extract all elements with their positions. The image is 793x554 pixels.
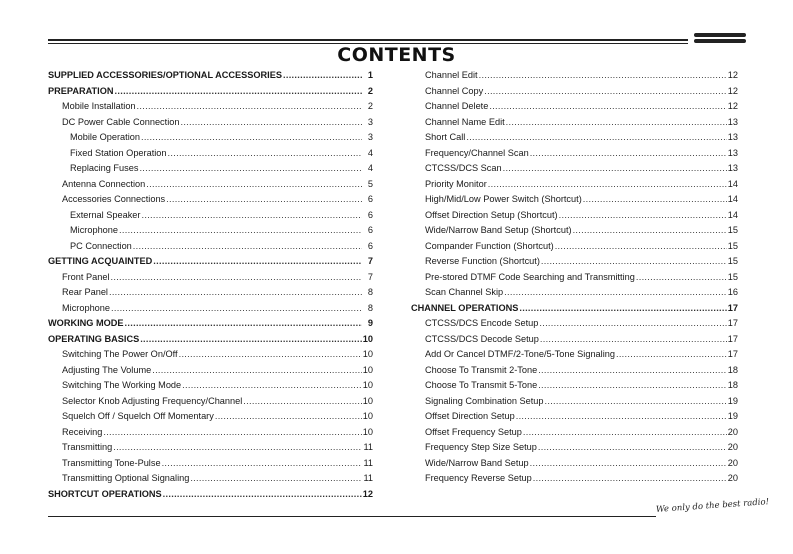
toc-entry[interactable] bbox=[48, 394, 373, 410]
toc-entry-label: Adjusting The Volume bbox=[62, 364, 152, 375]
toc-entry-page: 12 bbox=[362, 488, 373, 499]
toc-entry[interactable] bbox=[411, 177, 738, 193]
toc-entry[interactable] bbox=[411, 84, 738, 100]
toc-entry-page: 11 bbox=[363, 457, 373, 468]
toc-entry[interactable] bbox=[48, 254, 373, 270]
toc-leader-dots bbox=[166, 192, 362, 208]
toc-leader-dots bbox=[488, 177, 727, 193]
toc-entry[interactable] bbox=[48, 332, 373, 348]
toc-leader-dots bbox=[283, 68, 362, 84]
toc-leader-dots bbox=[243, 394, 361, 410]
toc-entry-label: Frequency Reverse Setup bbox=[425, 473, 532, 483]
toc-entry-label: Choose To Transmit 2-Tone bbox=[425, 364, 538, 375]
toc-leader-dots bbox=[162, 456, 362, 472]
toc-entry-page: 6 bbox=[367, 194, 373, 204]
toc-entry-label: CTCSS/DCS Scan bbox=[425, 163, 502, 173]
toc-entry-page: 13 bbox=[727, 116, 738, 127]
toc-entry[interactable] bbox=[48, 177, 373, 193]
toc-entry-label: Transmitting bbox=[62, 442, 113, 452]
bottom-rule bbox=[48, 516, 656, 517]
toc-entry-page: 10 bbox=[362, 333, 373, 344]
toc-leader-dots bbox=[179, 347, 362, 363]
toc-leader-dots bbox=[545, 394, 727, 410]
toc-entry-label: Microphone bbox=[70, 225, 119, 235]
toc-leader-dots bbox=[506, 115, 727, 131]
toc-entry[interactable] bbox=[411, 363, 738, 379]
toc-entry-label: CTCSS/DCS Decode Setup bbox=[425, 333, 539, 344]
toc-leader-dots bbox=[538, 440, 727, 456]
toc-leader-dots bbox=[573, 223, 727, 239]
toc-entry[interactable] bbox=[411, 208, 738, 224]
toc-entry-label: Channel Copy bbox=[425, 85, 484, 96]
toc-leader-dots bbox=[190, 471, 362, 487]
toc-entry-page: 10 bbox=[362, 349, 373, 359]
toc-entry-label: Transmitting Tone-Pulse bbox=[62, 457, 161, 468]
toc-leader-dots bbox=[636, 270, 727, 286]
toc-entry-label: Switching The Working Mode bbox=[62, 380, 182, 390]
toc-entry-page: 11 bbox=[363, 473, 373, 483]
toc-entry-page: 20 bbox=[727, 473, 738, 483]
toc-entry[interactable] bbox=[411, 99, 738, 115]
toc-entry[interactable] bbox=[48, 347, 373, 363]
toc-entry[interactable] bbox=[411, 130, 738, 146]
toc-entry-page: 12 bbox=[727, 85, 738, 96]
toc-leader-dots bbox=[111, 301, 362, 317]
toc-entry-label: Fixed Station Operation bbox=[70, 147, 167, 158]
toc-entry[interactable] bbox=[48, 440, 373, 456]
toc-entry-label: Squelch Off / Squelch Off Momentary bbox=[62, 411, 214, 421]
toc-entry-label: CHANNEL OPERATIONS bbox=[411, 302, 519, 313]
toc-entry[interactable] bbox=[48, 223, 373, 239]
toc-entry-page: 13 bbox=[727, 163, 738, 173]
toc-entry[interactable] bbox=[411, 192, 738, 208]
toc-entry-label: Signaling Combination Setup bbox=[425, 395, 544, 406]
toc-entry-page: 10 bbox=[362, 411, 373, 421]
toc-leader-dots bbox=[146, 177, 362, 193]
toc-entry-page: 6 bbox=[367, 225, 373, 235]
toc-right-column bbox=[411, 68, 738, 487]
toc-entry[interactable] bbox=[48, 239, 373, 255]
toc-entry[interactable] bbox=[411, 394, 738, 410]
toc-entry-page: 10 bbox=[362, 364, 373, 375]
toc-entry-label: Reverse Function (Shortcut) bbox=[425, 256, 540, 266]
toc-leader-dots bbox=[168, 146, 362, 162]
toc-entry[interactable] bbox=[48, 130, 373, 146]
toc-entry[interactable] bbox=[411, 440, 738, 456]
toc-leader-dots bbox=[182, 378, 362, 394]
toc-entry[interactable] bbox=[411, 239, 738, 255]
toc-entry-page: 17 bbox=[727, 318, 738, 328]
toc-entry-page: 18 bbox=[727, 364, 738, 375]
toc-entry-page: 4 bbox=[367, 147, 373, 158]
toc-leader-dots bbox=[523, 425, 727, 441]
toc-entry-label: OPERATING BASICS bbox=[48, 333, 140, 344]
toc-leader-dots bbox=[141, 130, 362, 146]
toc-entry-label: Channel Edit bbox=[425, 70, 478, 80]
toc-entry-page: 6 bbox=[367, 209, 373, 220]
toc-entry-label: Priority Monitor bbox=[425, 178, 487, 189]
toc-leader-dots bbox=[125, 316, 362, 332]
toc-entry-page: 14 bbox=[727, 209, 738, 220]
toc-leader-dots bbox=[111, 270, 363, 286]
toc-entry-label: Add Or Cancel DTMF/2-Tone/5-Tone Signaling bbox=[425, 349, 615, 359]
toc-entry-label: Compander Function (Shortcut) bbox=[425, 240, 554, 251]
toc-entry[interactable] bbox=[411, 146, 738, 162]
toc-entry-label: DC Power Cable Connection bbox=[62, 116, 180, 127]
toc-entry[interactable] bbox=[48, 316, 373, 332]
toc-leader-dots bbox=[530, 456, 727, 472]
toc-entry[interactable] bbox=[411, 425, 738, 441]
toc-entry-label: PC Connection bbox=[70, 240, 132, 251]
toc-entry[interactable] bbox=[411, 409, 738, 425]
toc-entry-page: 7 bbox=[367, 256, 373, 266]
toc-entry[interactable] bbox=[48, 68, 373, 84]
toc-entry-label: Switching The Power On/Off bbox=[62, 349, 178, 359]
toc-entry-page: 16 bbox=[727, 287, 738, 297]
toc-leader-dots bbox=[141, 208, 362, 224]
toc-entry-label: Selector Knob Adjusting Frequency/Channel bbox=[62, 395, 243, 406]
toc-entry[interactable] bbox=[48, 425, 373, 441]
toc-leader-dots bbox=[103, 425, 361, 441]
toc-entry-label: Frequency/Channel Scan bbox=[425, 147, 529, 158]
toc-entry[interactable] bbox=[411, 285, 738, 301]
toc-entry-page: 12 bbox=[727, 70, 738, 80]
toc-entry[interactable] bbox=[411, 378, 738, 394]
toc-entry-page: 18 bbox=[727, 380, 738, 390]
toc-entry-page: 15 bbox=[727, 256, 738, 266]
toc-entry[interactable] bbox=[48, 146, 373, 162]
toc-entry-page: 5 bbox=[367, 178, 373, 189]
toc-leader-dots bbox=[559, 208, 727, 224]
toc-leader-dots bbox=[137, 99, 362, 115]
toc-entry-label: High/Mid/Low Power Switch (Shortcut) bbox=[425, 194, 582, 204]
toc-leader-dots bbox=[484, 84, 727, 100]
toc-leader-dots bbox=[539, 316, 726, 332]
top-rule bbox=[48, 39, 688, 41]
toc-entry-label: Channel Name Edit bbox=[425, 116, 505, 127]
toc-leader-dots bbox=[109, 285, 362, 301]
toc-entry-page: 6 bbox=[367, 240, 373, 251]
toc-entry[interactable] bbox=[411, 316, 738, 332]
toc-entry[interactable] bbox=[48, 115, 373, 131]
toc-entry[interactable] bbox=[411, 115, 738, 131]
toc-entry-page: 8 bbox=[367, 302, 373, 313]
toc-entry-label: Front Panel bbox=[62, 271, 110, 282]
toc-entry-page: 20 bbox=[727, 457, 738, 468]
toc-entry-label: Offset Frequency Setup bbox=[425, 426, 522, 437]
toc-entry-page: 13 bbox=[727, 147, 738, 158]
toc-entry-page: 11 bbox=[363, 442, 373, 452]
toc-leader-dots bbox=[133, 239, 362, 255]
toc-entry-label: Rear Panel bbox=[62, 287, 108, 297]
toc-entry[interactable] bbox=[48, 99, 373, 115]
toc-leader-dots bbox=[540, 332, 727, 348]
toc-entry-label: Transmitting Optional Signaling bbox=[62, 473, 190, 483]
toc-leader-dots bbox=[140, 332, 362, 348]
toc-leader-dots bbox=[119, 223, 362, 239]
toc-entry[interactable] bbox=[48, 161, 373, 177]
toc-left-column bbox=[48, 68, 373, 502]
toc-entry-page: 15 bbox=[727, 225, 738, 235]
toc-entry[interactable] bbox=[48, 285, 373, 301]
toc-entry[interactable] bbox=[48, 487, 373, 503]
toc-leader-dots bbox=[466, 130, 726, 146]
toc-entry-page: 15 bbox=[727, 271, 738, 282]
toc-entry[interactable] bbox=[411, 270, 738, 286]
toc-entry-page: 10 bbox=[362, 380, 373, 390]
slogan: We only do the best radio! bbox=[655, 497, 770, 515]
toc-leader-dots bbox=[163, 487, 362, 503]
toc-entry-page: 10 bbox=[362, 395, 373, 406]
toc-leader-dots bbox=[115, 84, 362, 100]
toc-leader-dots bbox=[555, 239, 727, 255]
toc-entry[interactable] bbox=[48, 208, 373, 224]
toc-entry-page: 2 bbox=[367, 101, 373, 111]
toc-entry-label: Offset Direction Setup (Shortcut) bbox=[425, 209, 558, 220]
toc-entry[interactable] bbox=[48, 270, 373, 286]
toc-entry-page: 3 bbox=[367, 132, 373, 142]
toc-entry-label: WORKING MODE bbox=[48, 318, 124, 328]
toc-entry-page: 19 bbox=[727, 395, 738, 406]
toc-leader-dots bbox=[516, 409, 727, 425]
toc-entry-label: Antenna Connection bbox=[62, 178, 146, 189]
toc-entry-label: Accessories Connections bbox=[62, 194, 166, 204]
toc-entry-page: 14 bbox=[727, 178, 738, 189]
toc-entry[interactable] bbox=[48, 301, 373, 317]
toc-leader-dots bbox=[152, 363, 362, 379]
toc-entry-page: 15 bbox=[727, 240, 738, 251]
toc-entry[interactable] bbox=[411, 347, 738, 363]
toc-leader-dots bbox=[153, 254, 362, 270]
toc-leader-dots bbox=[519, 301, 726, 317]
toc-leader-dots bbox=[538, 378, 727, 394]
toc-entry-label: Replacing Fuses bbox=[70, 163, 139, 173]
toc-entry[interactable] bbox=[411, 456, 738, 472]
toc-entry-page: 4 bbox=[367, 163, 373, 173]
toc-entry-page: 14 bbox=[727, 194, 738, 204]
toc-entry-page: 19 bbox=[727, 411, 738, 421]
toc-entry-label: Pre-stored DTMF Code Searching and Transmitting bbox=[425, 271, 635, 282]
toc-entry-page: 8 bbox=[367, 287, 373, 297]
toc-leader-dots bbox=[583, 192, 727, 208]
toc-entry[interactable] bbox=[411, 301, 738, 317]
toc-entry[interactable] bbox=[48, 409, 373, 425]
toc-entry-label: SUPPLIED ACCESSORIES/OPTIONAL ACCESSORIES bbox=[48, 70, 282, 80]
toc-entry[interactable] bbox=[411, 68, 738, 84]
toc-entry-label: Receiving bbox=[62, 426, 103, 437]
toc-leader-dots bbox=[113, 440, 362, 456]
toc-leader-dots bbox=[215, 409, 362, 425]
toc-entry-page: 20 bbox=[727, 442, 738, 452]
toc-entry-label: Choose To Transmit 5-Tone bbox=[425, 380, 538, 390]
toc-entry-page: 3 bbox=[367, 116, 373, 127]
toc-entry-page: 2 bbox=[367, 85, 373, 96]
toc-entry-label: PREPARATION bbox=[48, 85, 114, 96]
toc-leader-dots bbox=[616, 347, 727, 363]
toc-entry[interactable] bbox=[48, 363, 373, 379]
toc-entry-page: 7 bbox=[367, 271, 373, 282]
toc-leader-dots bbox=[538, 363, 727, 379]
toc-entry-page: 12 bbox=[727, 101, 738, 111]
toc-entry-label: Offset Direction Setup bbox=[425, 411, 515, 421]
toc-entry[interactable] bbox=[411, 161, 738, 177]
toc-entry-page: 20 bbox=[727, 426, 738, 437]
toc-entry-label: Scan Channel Skip bbox=[425, 287, 504, 297]
toc-leader-dots bbox=[503, 161, 727, 177]
toc-entry-page: 17 bbox=[727, 302, 738, 313]
toc-entry-page: 9 bbox=[367, 318, 373, 328]
toc-entry[interactable] bbox=[411, 254, 738, 270]
toc-entry-page: 17 bbox=[727, 349, 738, 359]
toc-entry-label: Channel Delete bbox=[425, 101, 489, 111]
toc-entry-label: SHORTCUT OPERATIONS bbox=[48, 488, 162, 499]
toc-entry-label: External Speaker bbox=[70, 209, 141, 220]
toc-entry-label: CTCSS/DCS Encode Setup bbox=[425, 318, 539, 328]
toc-entry-label: Wide/Narrow Band Setup (Shortcut) bbox=[425, 225, 572, 235]
toc-entry-label: Microphone bbox=[62, 302, 111, 313]
toc-entry[interactable] bbox=[48, 84, 373, 100]
toc-entry[interactable] bbox=[411, 223, 738, 239]
toc-leader-dots bbox=[180, 115, 362, 131]
toc-entry-label: Wide/Narrow Band Setup bbox=[425, 457, 529, 468]
toc-entry[interactable] bbox=[411, 332, 738, 348]
toc-entry[interactable] bbox=[411, 471, 738, 487]
toc-leader-dots bbox=[139, 161, 362, 177]
toc-entry-label: Mobile Installation bbox=[62, 101, 136, 111]
toc-entry[interactable] bbox=[48, 471, 373, 487]
toc-leader-dots bbox=[489, 99, 726, 115]
toc-entry-page: 10 bbox=[362, 426, 373, 437]
toc-leader-dots bbox=[479, 68, 727, 84]
toc-leader-dots bbox=[504, 285, 727, 301]
toc-leader-dots bbox=[541, 254, 727, 270]
toc-entry-label: Frequency Step Size Setup bbox=[425, 442, 537, 452]
toc-entry-page: 1 bbox=[367, 70, 373, 80]
toc-leader-dots bbox=[530, 146, 727, 162]
toc-entry-page: 13 bbox=[727, 132, 738, 142]
toc-entry[interactable] bbox=[48, 378, 373, 394]
toc-entry[interactable] bbox=[48, 192, 373, 208]
toc-entry-page: 17 bbox=[727, 333, 738, 344]
toc-entry-label: GETTING ACQUAINTED bbox=[48, 256, 153, 266]
toc-entry-label: Mobile Operation bbox=[70, 132, 140, 142]
toc-leader-dots bbox=[533, 471, 727, 487]
toc-entry-label: Short Call bbox=[425, 132, 466, 142]
page-title: CONTENTS bbox=[337, 44, 456, 66]
toc-entry[interactable] bbox=[48, 456, 373, 472]
